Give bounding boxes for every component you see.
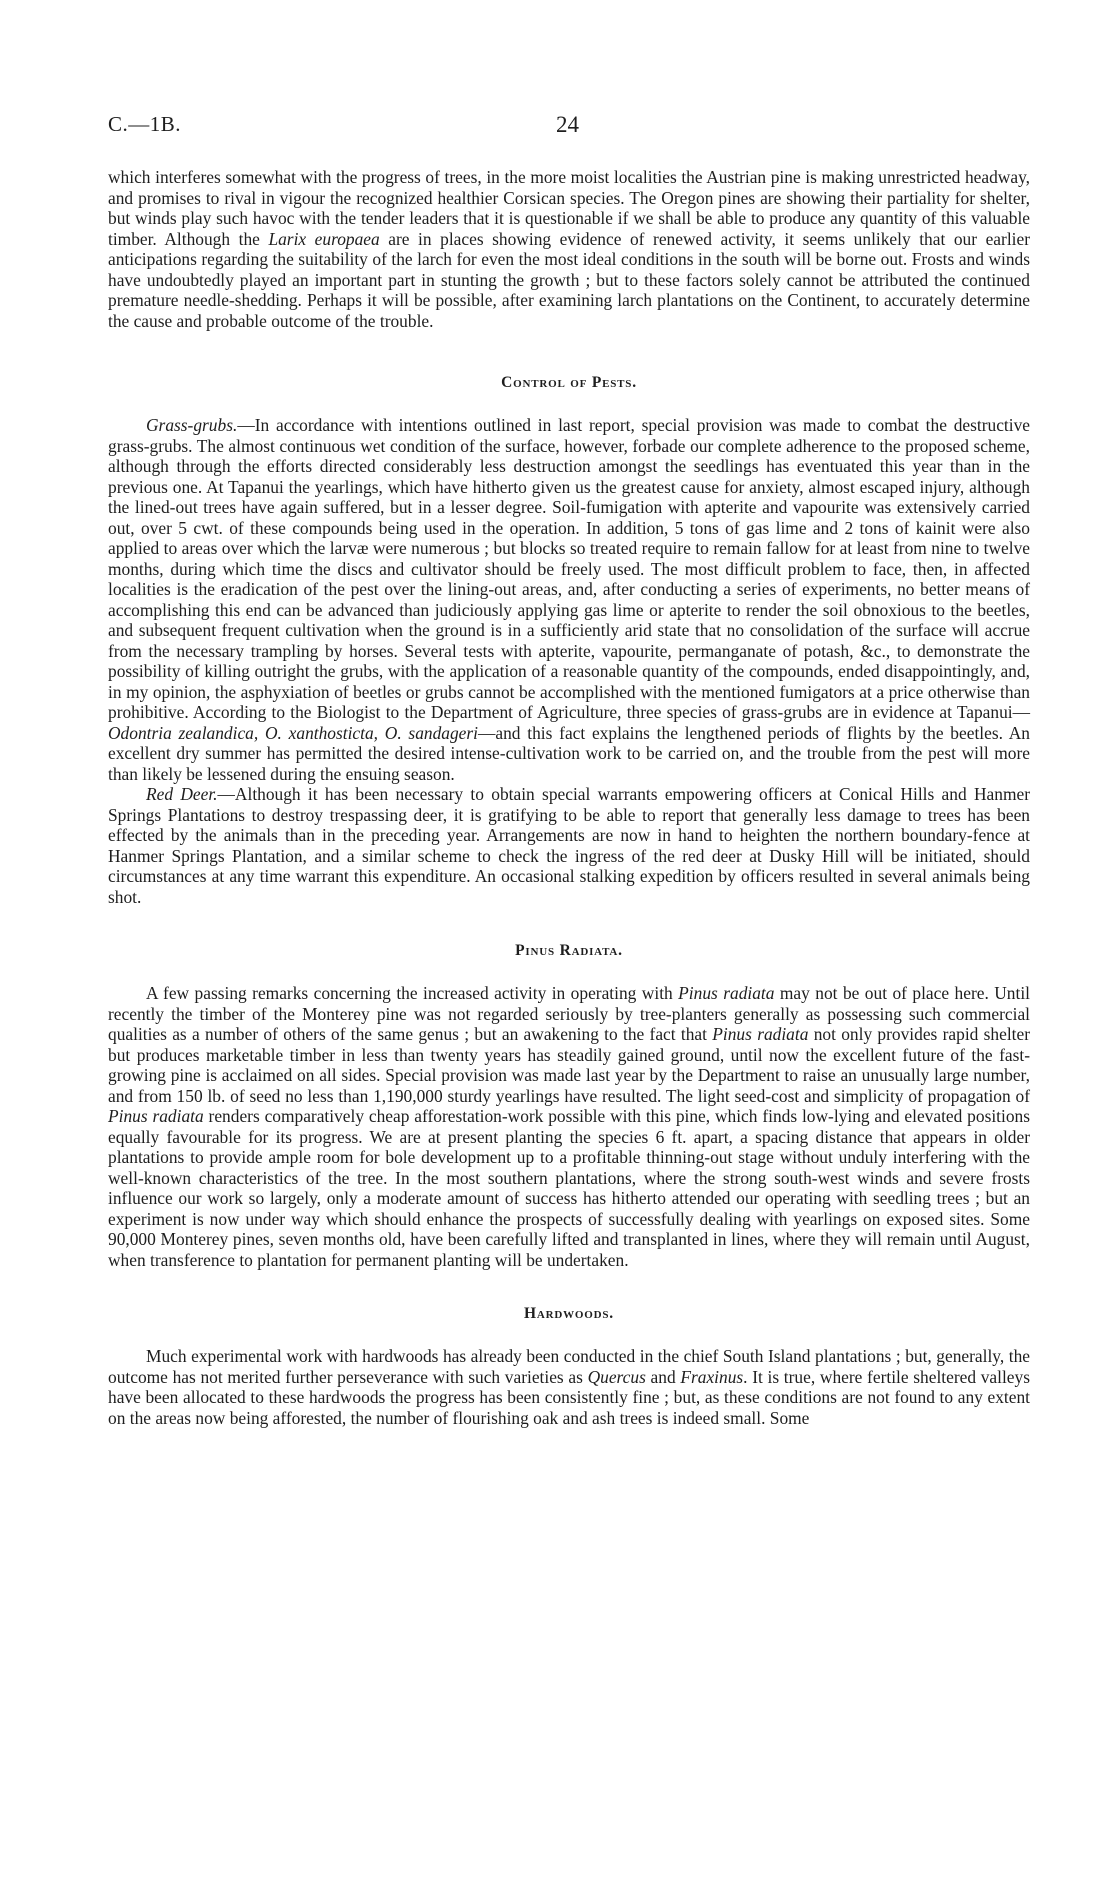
grass-grubs-label: Grass-grubs. (146, 415, 238, 435)
section-heading-radiata: Pinus Radiata. (515, 942, 623, 959)
grass-grubs-species: Odontria zealandica, O. xanthosticta, O. sandageri (108, 722, 478, 743)
page-number: 24 (556, 112, 579, 137)
red-deer-text: —Although it has been necessary to obtain special warrants empowering officers at Conical Hills and Hanmer Springs Plantations to destroy trespassing deer, it is gratifying to be able to report that generally less damage to trees has been effected by the animals than in the preceding year. Arrangements are now in hand to heighten the northern boundary-fence at Hanmer Springs Plantation, and a similar scheme to check the ingress of the red deer at Dusky Hill will be initiated, should circumstances at any time warrant this expenditure. An occasional stalking expedition by officers resulted in several animals being shot. (108, 784, 1030, 907)
radiata-species-1: Pinus radiata (678, 983, 775, 1003)
document-code: C.—1B. (108, 112, 182, 136)
radiata-text-2: may not be out of place here. Until recently the timber of the Monterey pine was not regarded seriously by tree-planters generally as possessing such commercial qualities as a number of others of the same genus ; but an awakening to the fact that (108, 983, 1030, 1044)
radiata-text-1: A few passing remarks concerning the increased activity in operating with (146, 983, 679, 1003)
section-heading-hardwoods: Hardwoods. (524, 1305, 614, 1322)
page-header (108, 112, 1030, 142)
section-heading-pests: Control of Pests. (501, 374, 637, 391)
grass-grubs-text-2: —and this fact explains the lengthened periods of flights by the beetles. An excellent dry summer has permitted the desired intense-cultivation work to be carried on, and the trouble from the pest will more than likely be lessened during the ensuing season. (108, 722, 1030, 784)
red-deer-paragraph (108, 784, 1030, 907)
hardwoods-paragraph (108, 1346, 1030, 1428)
hardwoods-genus-2: Fraxinus (680, 1366, 744, 1387)
radiata-text-3: not only provides rapid shelter but produces marketable timber in less than twenty years has steadily gained ground, until now the excellent future of the fast-growing pine is acclaimed on all sides. Special provision was made last year by the Department to raise an unusually large number, and from 150 lb. of seed no less than 1,190,000 sturdy yearlings have resulted. The light seed-cost and simplicity of propagation of (108, 1024, 1030, 1106)
intro-paragraph (108, 167, 1030, 331)
hardwoods-text-2: and (645, 1366, 681, 1387)
radiata-text-4: renders comparatively cheap afforestation-work possible with this pine, which finds low-lying and elevated positions equally favourable for its progress. We are at present planting the species 6 ft. apart, a spacing distance that appears in older plantations to provide ample room for bole development up to a profitable thinning-out stage without unduly interfering with the well-known characteristics of the tree. In the most southern plantations, where the strong south-west winds and severe frosts influence our work so largely, only a moderate amount of success has hitherto attended our operating with seedling trees ; but an experiment is now under way which should enhance the prospects of successfully dealing with yearlings on exposed sites. Some 90,000 Monterey pines, seven months old, have been carefully lifted and transplanted in lines, where they will remain until August, when transference to plantation for permanent planting will be undertaken. (108, 1106, 1030, 1270)
radiata-species-3: Pinus radiata (108, 1106, 204, 1126)
radiata-paragraph (108, 983, 1030, 1270)
grass-grubs-paragraph (108, 415, 1030, 784)
intro-text-1: which interferes somewhat with the progress of trees, in the more moist localities the Austrian pine is making unrestricted headway, and promises to rival in vigour the recognized healthier Corsican species. The Oregon pines are showing their partiality for shelter, but winds play such havoc with the tender leaders that it is questionable if we shall be able to produce any quantity of this valuable timber. Although the (108, 167, 1030, 249)
intro-text-2: are in places showing evidence of renewed activity, it seems unlikely that our earlier anticipations regarding the suitability of the larch for even the most ideal conditions in the south will be borne out. Frosts and winds have undoubtedly played an important part in stunting the growth ; but to these factors solely cannot be attributed the continued premature needle-shedding. Perhaps it will be possible, after examining larch plantations on the Continent, to accurately determine the cause and probable outcome of the trouble. (108, 228, 1030, 331)
hardwoods-text-1: Much experimental work with hardwoods has already been conducted in the chief South Island plantations ; but, generally, the outcome has not merited further perseverance with such varieties as (108, 1346, 1030, 1387)
red-deer-label: Red Deer. (146, 784, 218, 804)
body-text (108, 167, 1030, 1428)
radiata-species-2: Pinus radiata (712, 1024, 809, 1044)
intro-species: Larix europaea (268, 228, 380, 249)
hardwoods-genus-1: Quercus (587, 1366, 646, 1387)
grass-grubs-text-1: —In accordance with intentions outlined in last report, special provision was made to combat the destructive grass-grubs. The almost continuous wet condition of the surface, however, forbade our complete adherence to the proposed scheme, although through the efforts directed considerably less destruction amongst the seedlings has eventuated this year than in the previous one. At Tapanui the yearlings, which have hitherto given us the greatest cause for anxiety, almost escaped injury, although the lined-out trees have again suffered, but in a lesser degree. Soil-fumigation with apterite and vapourite was extensively carried out, over 5 cwt. of these compounds being used in the operation. In addition, 5 tons of gas lime and 2 tons of kainit were also applied to areas over which the larvæ were numerous ; but blocks so treated require to remain fallow for at least from nine to twelve months, during which time the discs and cultivator should be freely used. The most difficult problem to face, then, in affected localities is the eradication of the pest over the lining-out areas, and, after conducting a series of experiments, no better means of accomplishing this end can be advanced than judiciously applying gas lime or apterite to render the soil obnoxious to the beetles, and subsequent frequent cultivation when the ground is in a sufficiently arid state that no consolidation of the surface will accrue from the necessary trampling by horses. Several tests with apterite, vapourite, permanganate of potash, &c., to demonstrate the possibility of killing outright the grubs, with the application of a reasonable quantity of the compounds, ended disappointingly, and, in my opinion, the asphyxiation of beetles or grubs cannot be accomplished with the mentioned fumigators at a price otherwise than prohibitive. According to the Biologist to the Department of Agriculture, three species of grass-grubs are in evidence at Tapanui— (108, 415, 1030, 722)
hardwoods-text-3: . It is true, where fertile sheltered valleys have been allocated to these hardwoods the progress has been consistently fine ; but, as these conditions are not found to any extent on the areas now being afforested, the number of flourishing oak and ash trees is indeed small. Some (108, 1366, 1030, 1428)
